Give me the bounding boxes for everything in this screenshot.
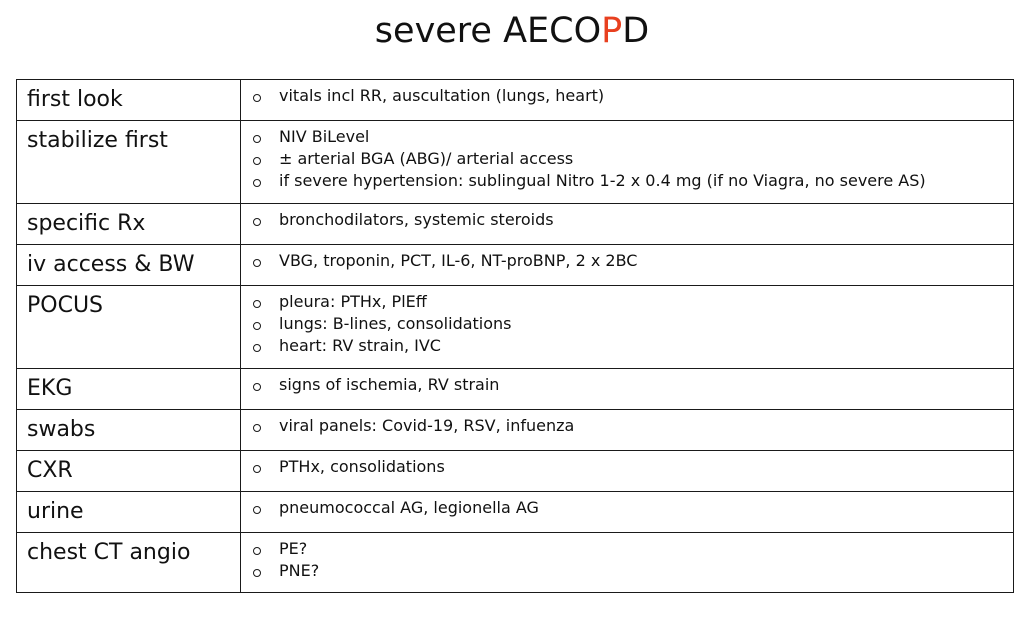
table-row <box>17 533 1014 593</box>
list-item: ± arterial BGA (ABG)/ arterial access <box>249 148 1013 170</box>
row-items <box>241 80 1014 121</box>
list-item: pneumococcal AG, legionella AG <box>249 497 1013 519</box>
table-row <box>17 245 1014 286</box>
row-items <box>241 533 1014 593</box>
table-row <box>17 410 1014 451</box>
row-label: specific Rx <box>17 204 241 245</box>
table-row <box>17 204 1014 245</box>
bullet-list <box>249 291 1013 357</box>
row-items <box>241 492 1014 533</box>
table-row <box>17 369 1014 410</box>
row-items <box>241 204 1014 245</box>
table-row <box>17 80 1014 121</box>
list-item: PNE? <box>249 560 1013 582</box>
row-label: CXR <box>17 451 241 492</box>
workup-table <box>16 79 1014 593</box>
table-row <box>17 121 1014 204</box>
title-prefix: severe AECO <box>374 11 602 51</box>
list-item: lungs: B-lines, consolidations <box>249 313 1013 335</box>
row-label: EKG <box>17 369 241 410</box>
row-label: stabilize first <box>17 121 241 204</box>
list-item: signs of ischemia, RV strain <box>249 374 1013 396</box>
list-item: NIV BiLevel <box>249 126 1013 148</box>
row-label: urine <box>17 492 241 533</box>
bullet-list <box>249 85 1013 107</box>
bullet-list <box>249 456 1013 478</box>
list-item: PE? <box>249 538 1013 560</box>
table-row <box>17 451 1014 492</box>
table-row <box>17 492 1014 533</box>
list-item: heart: RV strain, IVC <box>249 335 1013 357</box>
list-item: bronchodilators, systemic steroids <box>249 209 1013 231</box>
row-items <box>241 121 1014 204</box>
list-item: PTHx, consolidations <box>249 456 1013 478</box>
row-label: chest CT angio <box>17 533 241 593</box>
table-row <box>17 286 1014 369</box>
row-items <box>241 286 1014 369</box>
bullet-list <box>249 538 1013 582</box>
bullet-list <box>249 209 1013 231</box>
row-items <box>241 369 1014 410</box>
title-suffix: D <box>622 11 650 51</box>
list-item: vitals incl RR, auscultation (lungs, heart) <box>249 85 1013 107</box>
bullet-list <box>249 415 1013 437</box>
row-items <box>241 245 1014 286</box>
list-item: VBG, troponin, PCT, IL-6, NT-proBNP, 2 x 2BC <box>249 250 1013 272</box>
row-label: first look <box>17 80 241 121</box>
row-items <box>241 451 1014 492</box>
bullet-list <box>249 250 1013 272</box>
bullet-list <box>249 374 1013 396</box>
list-item: viral panels: Covid-19, RSV, infuenza <box>249 415 1013 437</box>
row-label: POCUS <box>17 286 241 369</box>
bullet-list <box>249 126 1013 192</box>
row-label: swabs <box>17 410 241 451</box>
bullet-list <box>249 497 1013 519</box>
row-label: iv access & BW <box>17 245 241 286</box>
list-item: if severe hypertension: sublingual Nitro 1-2 x 0.4 mg (if no Viagra, no severe AS) <box>249 170 1013 192</box>
title-accent-letter: P <box>601 11 623 51</box>
page-title <box>0 9 1024 53</box>
row-items <box>241 410 1014 451</box>
list-item: pleura: PTHx, PlEff <box>249 291 1013 313</box>
